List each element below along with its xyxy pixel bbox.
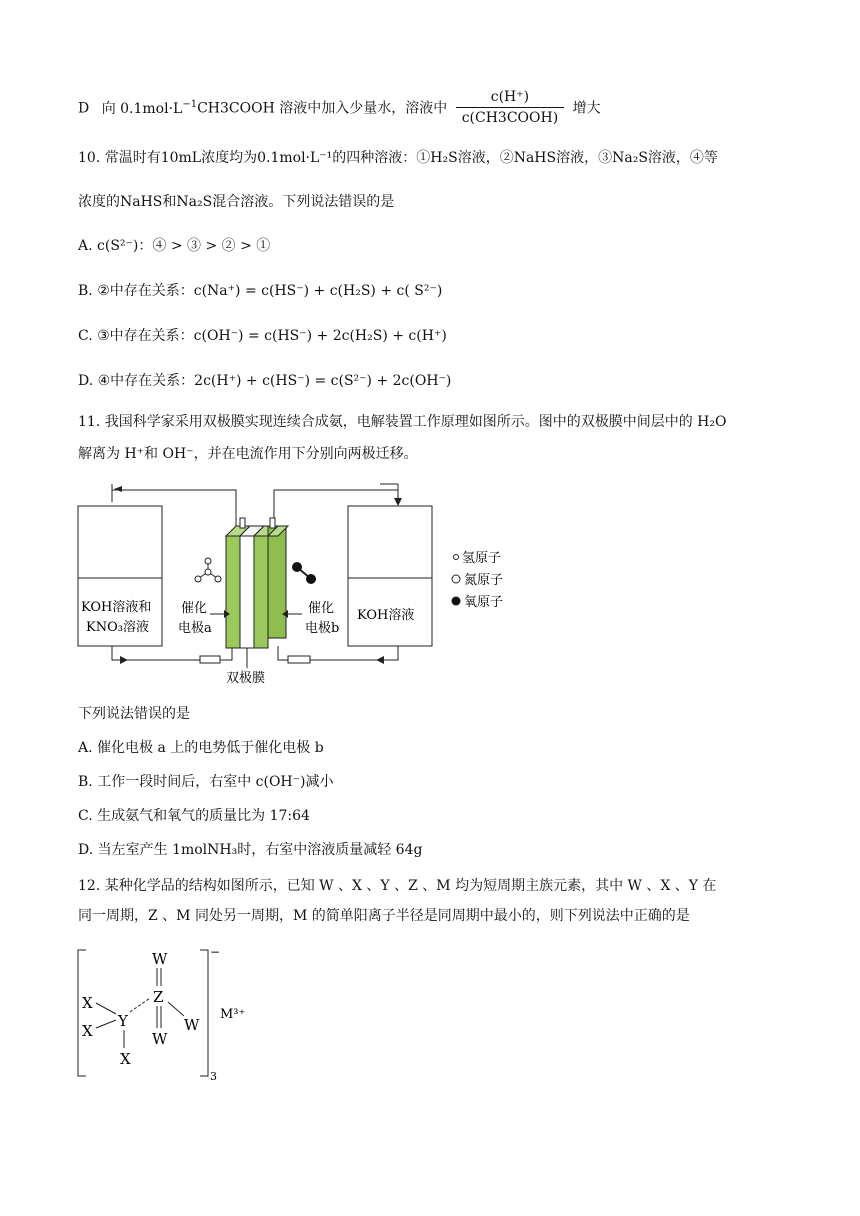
bipolar-membrane: [240, 536, 254, 648]
atom-w-bottom: W: [152, 1030, 168, 1048]
left-bottom-pipe: [112, 646, 200, 660]
legend-nitrogen-marker: [452, 575, 460, 583]
q10-option-a: A. c(S²⁻)：④ > ③ > ② > ①: [78, 238, 271, 254]
molecule-right-atom2: [306, 574, 316, 584]
q9-option-d-text-post: 增大: [572, 100, 601, 117]
subscript-label: 3: [210, 1070, 217, 1083]
q9-option-d: [78, 88, 601, 129]
q12-stem-line2: 同一周期，Z 、M 同处另一周期，M 的简单阳离子半径是同周期中最小的，则下列说法中正确的是: [78, 908, 690, 924]
left-bottom-resistor: [200, 656, 220, 663]
electrode-a-label-1: 催化: [181, 601, 208, 616]
right-bracket: [200, 950, 208, 1076]
q9-option-d-text-mid: CH3COOH 溶液中加入少量水，溶液中: [197, 100, 448, 117]
bond-x-lower-y: [96, 1020, 116, 1028]
molecule-right-atom1: [292, 562, 302, 572]
q11-option-b: B. 工作一段时间后，右室中 c(OH⁻)减小: [78, 774, 334, 790]
q11-option-d: D. 当左室产生 1molNH₃时，右室中溶液质量减轻 64g: [78, 842, 423, 858]
cation-label: M³⁺: [220, 1007, 246, 1022]
atom-x-upper: X: [82, 994, 93, 1012]
right-solution-label: KOH溶液: [357, 608, 415, 623]
left-bottom-arrow-head: [120, 656, 128, 664]
left-solution-label-2: KNO₃溶液: [86, 620, 149, 635]
legend-nitrogen-label: 氮原子: [464, 573, 504, 588]
right-tank: [348, 506, 432, 646]
electrode-b-side: [268, 526, 286, 638]
atom-x-bottom: X: [120, 1050, 131, 1068]
q10-stem-line2: 浓度的NaHS和Na₂S混合溶液。下列说法错误的是: [78, 194, 395, 210]
q10-option-d: D. ④中存在关系：2c(H⁺) + c(HS⁻) = c(S²⁻) + 2c(OH⁻): [78, 373, 452, 389]
charge-label: −: [210, 945, 221, 959]
electrode-b-tab: [270, 518, 275, 528]
atom-w-top: W: [152, 950, 168, 968]
electrode-a-tab: [240, 518, 245, 528]
structure-diagram: [60, 940, 360, 1090]
q9-fraction-numerator: c(H⁺): [456, 87, 564, 108]
bond-y-z: [130, 998, 150, 1012]
q9-fraction: [456, 87, 564, 128]
electrode-b-label-2: 电极b: [305, 621, 340, 636]
legend-hydrogen-label: 氢原子: [462, 551, 502, 566]
electrode-a: [226, 536, 240, 648]
q11-tail: 下列说法错误的是: [78, 706, 190, 722]
molecule-left-atom3: [215, 576, 221, 582]
q11-stem-line1: 11. 我国科学家采用双极膜实现连续合成氨，电解装置工作原理如图所示。图中的双极膜中间层中的 H₂O: [78, 414, 727, 430]
molecule-left-center: [205, 569, 211, 575]
q10-stem-line1: 10. 常温时有10mL浓度均为0.1mol·L⁻¹的四种溶液：①H₂S溶液，②NaHS溶液，③Na₂S溶液，④等: [78, 150, 718, 166]
atom-x-lower: X: [82, 1022, 93, 1040]
electrode-b-label-1: 催化: [308, 601, 335, 616]
legend-oxygen-marker: [452, 597, 461, 606]
q9-option-d-sup: −1: [182, 98, 198, 110]
q9-option-d-text-pre: 向 0.1mol·L: [101, 100, 183, 117]
bond-z-w-right: [168, 1002, 184, 1016]
q11-option-c: C. 生成氨气和氧气的质量比为 17:64: [78, 808, 310, 824]
left-bracket: [78, 950, 86, 1076]
right-bottom-pipe2: [310, 646, 398, 660]
q10-option-c: C. ③中存在关系：c(OH⁻) = c(HS⁻) + 2c(H₂S) + c(H⁺): [78, 328, 447, 344]
left-solution-label-1: KOH溶液和: [81, 600, 152, 615]
atom-y: Y: [118, 1012, 128, 1030]
q11-stem-line2: 解离为 H⁺和 OH⁻，并在电流作用下分别向两极迁移。: [78, 446, 418, 462]
molecule-left-atom2: [195, 576, 201, 582]
atom-z: Z: [153, 988, 164, 1006]
right-bottom-resistor: [288, 656, 310, 663]
right-bottom-arrow-head: [376, 656, 384, 664]
q9-option-d-prefix: D: [78, 100, 90, 117]
electrolysis-diagram: [0, 476, 860, 686]
atom-w-right: W: [184, 1016, 200, 1034]
bond-x-upper-y: [96, 1003, 116, 1014]
q11-option-a: A. 催化电极 a 上的电势低于催化电极 b: [78, 740, 324, 756]
electrode-b: [254, 536, 268, 648]
q10-option-b: B. ②中存在关系：c(Na⁺) = c(HS⁻) + c(H₂S) + c( S²⁻): [78, 283, 443, 299]
molecule-left-atom1: [205, 558, 211, 564]
q12-stem-line1: 12. 某种化学品的结构如图所示，已知 W 、X 、Y 、Z 、M 均为短周期主族元素，其中 W 、X 、Y 在: [78, 878, 717, 894]
legend-hydrogen-marker: [454, 555, 459, 560]
legend-oxygen-label: 氧原子: [464, 595, 504, 610]
q9-fraction-denominator: c(CH3COOH): [461, 110, 559, 126]
left-top-arrow-head: [114, 486, 122, 492]
membrane-label: 双极膜: [226, 671, 266, 686]
right-bottom-pipe: [278, 646, 288, 660]
electrode-a-label-2: 电极a: [178, 621, 212, 636]
